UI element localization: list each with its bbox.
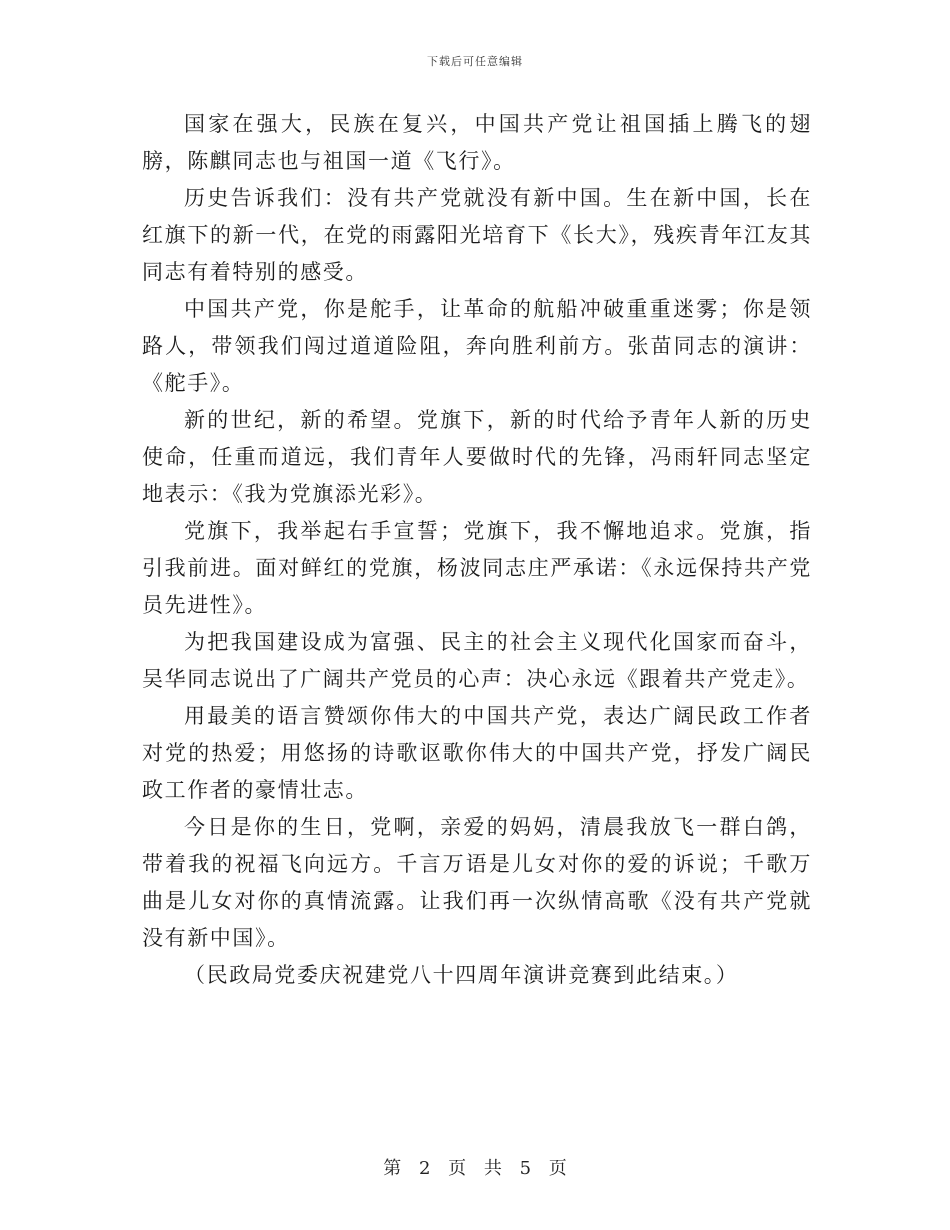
total-pages-number: 5 xyxy=(519,1158,532,1179)
closing-note: （民政局党委庆祝建党八十四周年演讲竞赛到此结束。） xyxy=(184,963,739,987)
paragraph: 历史告诉我们：没有共产党就没有新中国。生在新中国，长在红旗下的新一代，在党的雨露阳光培育下《长大》，残疾青年江友其同志有着特别的感受。 xyxy=(142,186,812,284)
page-number-footer xyxy=(0,1154,950,1180)
paragraph: 用最美的语言赞颂你伟大的中国共产党，表达广阔民政工作者对党的热爱；用悠扬的诗歌讴歌你伟大的中国共产党，抒发广阔民政工作者的豪情壮志。 xyxy=(142,704,812,802)
header-note: 下载后可任意编辑 xyxy=(427,55,523,68)
page-prefix: 第 xyxy=(383,1158,402,1179)
paragraph: 国家在强大，民族在复兴，中国共产党让祖国插上腾飞的翅膀，陈麒同志也与祖国一道《飞行》。 xyxy=(142,112,812,173)
current-page-number: 2 xyxy=(418,1158,431,1179)
paragraph: 党旗下，我举起右手宣誓；党旗下，我不懈地追求。党旗，指引我前进。面对鲜红的党旗，杨波同志庄严承诺：《永远保持共产党员先进性》。 xyxy=(142,519,812,617)
document-body xyxy=(142,106,812,994)
page-word: 页 xyxy=(448,1158,467,1179)
total-word: 共 xyxy=(483,1158,502,1179)
paragraph: 新的世纪，新的希望。党旗下，新的时代给予青年人新的历史使命，任重而道远，我们青年人要做时代的先锋，冯雨轩同志坚定地表示：《我为党旗添光彩》。 xyxy=(142,408,812,506)
paragraph: 今日是你的生日，党啊，亲爱的妈妈，清晨我放飞一群白鸽，带着我的祝福飞向远方。千言万语是儿女对你的爱的诉说；千歌万曲是儿女对你的真情流露。让我们再一次纵情高歌《没有共产党就没有新中国》。 xyxy=(142,815,812,950)
paragraph: 中国共产党，你是舵手，让革命的航船冲破重重迷雾；你是领路人，带领我们闯过道道险阻，奔向胜利前方。张苗同志的演讲：《舵手》。 xyxy=(142,297,812,395)
paragraph: 为把我国建设成为富强、民主的社会主义现代化国家而奋斗，吴华同志说出了广阔共产党员的心声：决心永远《跟着共产党走》。 xyxy=(142,630,812,691)
page-suffix: 页 xyxy=(548,1158,567,1179)
